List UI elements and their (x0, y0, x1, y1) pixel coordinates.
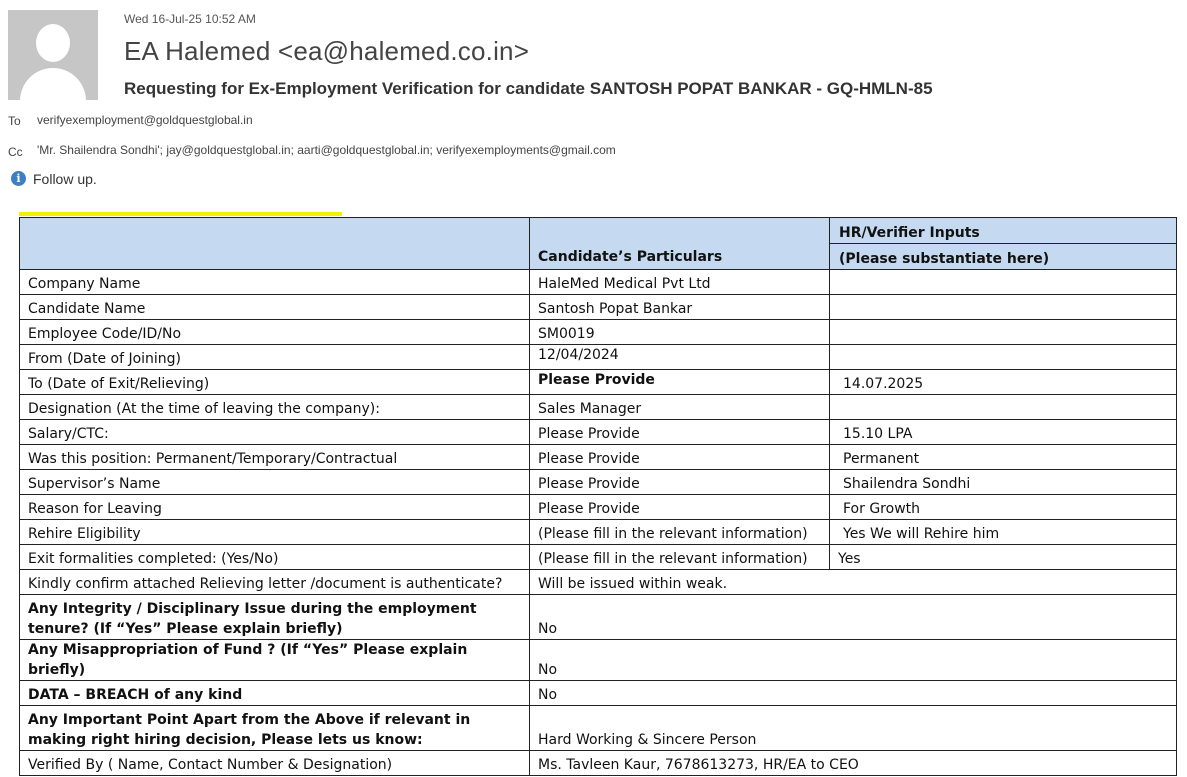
table-row (20, 445, 1177, 470)
header-substantiate: (Please substantiate here) (830, 244, 1177, 270)
row-particular: No (530, 640, 1177, 681)
row-input (830, 270, 1177, 295)
row-label: From (Date of Joining) (20, 345, 530, 370)
row-label: Salary/CTC: (20, 420, 530, 445)
header-blank-cell (20, 218, 530, 270)
row-particular: (Please fill in the relevant information) (530, 520, 830, 545)
header-candidate-particulars: Candidate’s Particulars (530, 218, 830, 270)
email-subject: Requesting for Ex-Employment Verification for candidate SANTOSH POPAT BANKAR - GQ-HMLN-85 (124, 79, 933, 98)
row-label: Employee Code/ID/No (20, 320, 530, 345)
table-row (20, 545, 1177, 570)
row-input: Yes We will Rehire him (830, 520, 1177, 545)
row-particular: No (530, 681, 1177, 706)
table-row (20, 640, 1177, 681)
row-label: Supervisor’s Name (20, 470, 530, 495)
row-particular: Please Provide (530, 470, 830, 495)
row-label: Any Integrity / Disciplinary Issue during the employment tenure? (If “Yes” Please explain briefly) (20, 595, 530, 640)
row-input: 14.07.2025 (830, 370, 1177, 395)
table-row (20, 595, 1177, 640)
row-input: Yes (830, 545, 1177, 570)
row-particular: Sales Manager (530, 395, 830, 420)
cc-label: Cc (8, 145, 23, 159)
row-particular: Please Provide (530, 420, 830, 445)
row-label: Any Misappropriation of Fund ? (If “Yes” Please explain briefly) (20, 640, 530, 681)
email-date: Wed 16-Jul-25 10:52 AM (124, 12, 256, 26)
row-particular: SM0019 (530, 320, 830, 345)
to-recipients[interactable]: verifyexemployment@goldquestglobal.in (37, 113, 253, 127)
row-particular: HaleMed Medical Pvt Ltd (530, 270, 830, 295)
row-label: To (Date of Exit/Relieving) (20, 370, 530, 395)
row-input (830, 395, 1177, 420)
table-row (20, 295, 1177, 320)
row-particular: Please Provide (530, 445, 830, 470)
row-label: Was this position: Permanent/Temporary/Contractual (20, 445, 530, 470)
row-label: Any Important Point Apart from the Above if relevant in making right hiring decision, Please lets us know: (20, 706, 530, 751)
row-label: Rehire Eligibility (20, 520, 530, 545)
row-input (830, 295, 1177, 320)
table-row (20, 370, 1177, 395)
row-particular: Will be issued within weak. (530, 570, 1177, 595)
row-input (830, 320, 1177, 345)
sender-avatar[interactable] (8, 10, 98, 100)
person-placeholder-body (20, 68, 86, 100)
table-row (20, 495, 1177, 520)
row-particular: Hard Working & Sincere Person (530, 706, 1177, 751)
row-label: Designation (At the time of leaving the company): (20, 395, 530, 420)
cc-recipients[interactable]: 'Mr. Shailendra Sondhi'; jay@goldquestglobal.in; aarti@goldquestglobal.in; verifyexemployments@gmail.com (37, 143, 616, 157)
table-row (20, 395, 1177, 420)
row-input: For Growth (830, 495, 1177, 520)
info-icon: i (11, 171, 26, 186)
table-row (20, 751, 1177, 776)
row-label: Exit formalities completed: (Yes/No) (20, 545, 530, 570)
table-row (20, 320, 1177, 345)
row-input: 15.10 LPA (830, 420, 1177, 445)
row-input: Permanent (830, 445, 1177, 470)
row-label: Kindly confirm attached Relieving letter /document is authenticate? (20, 570, 530, 595)
row-particular: (Please fill in the relevant information) (530, 545, 830, 570)
table-row (20, 520, 1177, 545)
row-label: Verified By ( Name, Contact Number & Designation) (20, 751, 530, 776)
row-particular: 12/04/2024 (530, 345, 830, 370)
row-label: Reason for Leaving (20, 495, 530, 520)
row-particular: No (530, 595, 1177, 640)
row-particular: Santosh Popat Bankar (530, 295, 830, 320)
table-row (20, 270, 1177, 295)
row-input: Shailendra Sondhi (830, 470, 1177, 495)
to-label: To (8, 114, 21, 128)
person-placeholder-icon (36, 24, 70, 62)
table-row (20, 570, 1177, 595)
row-label: Company Name (20, 270, 530, 295)
row-label: Candidate Name (20, 295, 530, 320)
follow-up-flag: Follow up. (33, 171, 97, 187)
row-particular: Please Provide (530, 495, 830, 520)
highlight-bar (19, 212, 342, 216)
row-label: DATA – BREACH of any kind (20, 681, 530, 706)
table-row (20, 345, 1177, 370)
row-particular: Please Provide (530, 370, 830, 395)
header-hr-verifier-inputs: HR/Verifier Inputs (830, 218, 1177, 244)
row-input (830, 345, 1177, 370)
table-row (20, 706, 1177, 751)
table-row (20, 681, 1177, 706)
verification-table (19, 217, 1177, 776)
table-row (20, 470, 1177, 495)
row-particular: Ms. Tavleen Kaur, 7678613273, HR/EA to CEO (530, 751, 1177, 776)
table-row (20, 420, 1177, 445)
table-header-row-1 (20, 218, 1177, 244)
email-sender[interactable]: EA Halemed <ea@halemed.co.in> (124, 36, 530, 66)
